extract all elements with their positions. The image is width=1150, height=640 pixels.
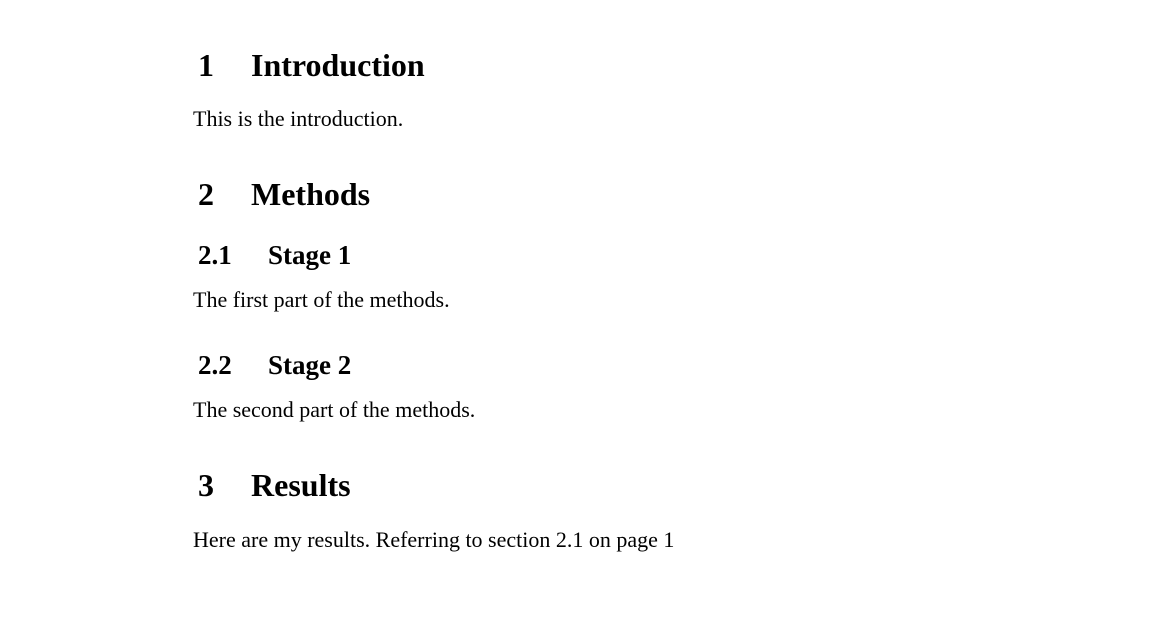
section-title: Results xyxy=(251,467,351,503)
subsection-title: Stage 1 xyxy=(268,240,352,270)
subsection-heading-stage-2 xyxy=(198,352,351,379)
section-number: 3 xyxy=(198,467,214,503)
section-title: Introduction xyxy=(251,47,425,83)
paragraph-introduction: This is the introduction. xyxy=(193,106,404,131)
section-heading-results xyxy=(198,469,351,501)
section-title: Methods xyxy=(251,176,371,212)
subsection-heading-stage-1 xyxy=(198,242,351,269)
paragraph-stage-2: The second part of the methods. xyxy=(193,397,476,422)
section-heading-introduction xyxy=(198,49,425,81)
subsection-number: 2.1 xyxy=(198,240,232,270)
subsection-title: Stage 2 xyxy=(268,350,352,380)
paragraph-stage-1: The first part of the methods. xyxy=(193,287,450,312)
section-number: 1 xyxy=(198,47,214,83)
section-number: 2 xyxy=(198,176,214,212)
section-heading-methods xyxy=(198,178,370,210)
subsection-number: 2.2 xyxy=(198,350,232,380)
paragraph-results: Here are my results. Referring to section 2.1 on page 1 xyxy=(193,527,675,552)
